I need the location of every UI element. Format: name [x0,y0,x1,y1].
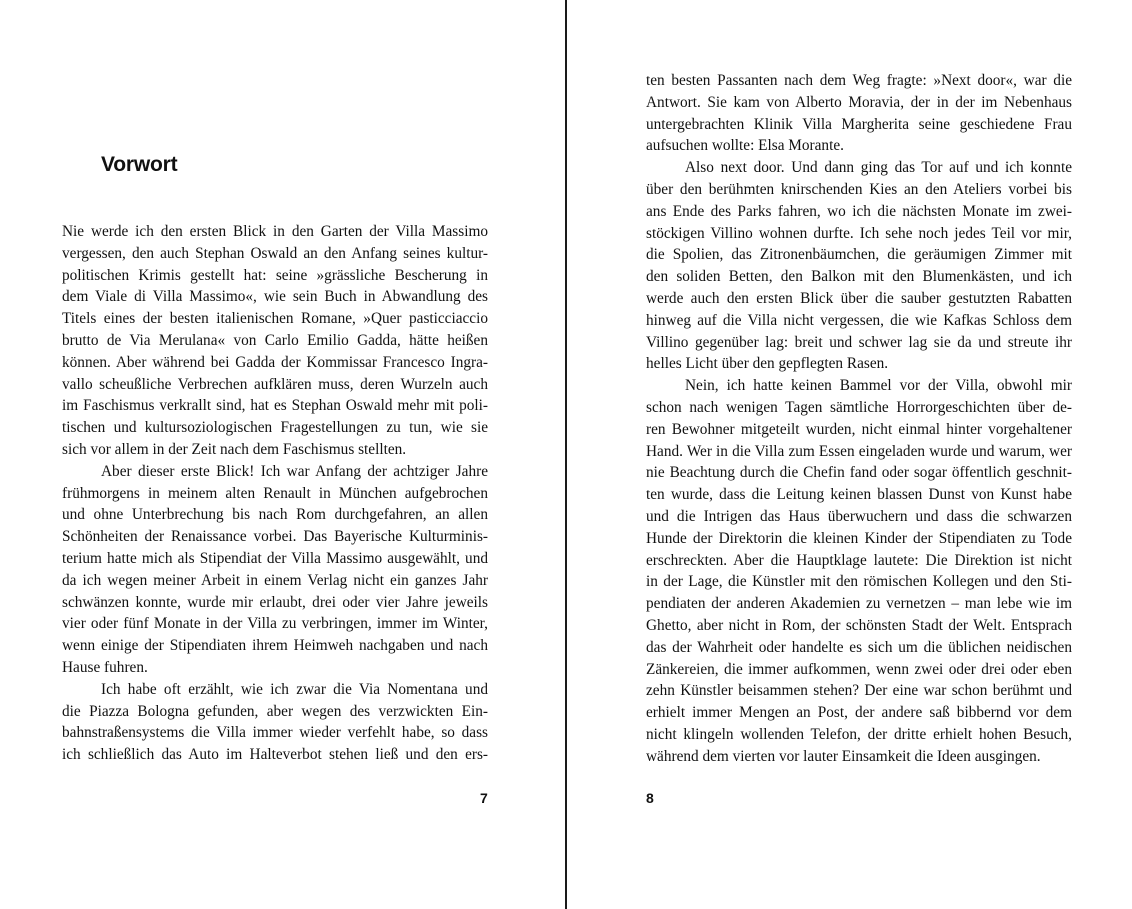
page-number-right: 8 [646,790,654,806]
text-line: nicht klingeln wollenden Telefon, der dritte erhielt hohen Besuch, [646,725,1072,743]
text-line: ten besten Passanten nach dem Weg fragte: »Next door«, war die [646,72,1072,89]
right-page [567,0,1132,909]
left-page-body-text [62,221,488,766]
text-line: helles Licht über den gepflegten Rasen. [646,355,889,373]
text-line: während dem vierten vor lauter Einsamkeit die Ideen ausgingen. [646,747,1041,765]
text-line: stöckigen Villino wohnen durfte. Ich sehe noch jedes Teil vor mir, [646,224,1072,242]
text-line: das der Wahrheit oder handelte es sich um die üblichen neidischen [646,638,1072,656]
text-line: Nie werde ich den ersten Blick in den Garten der Villa Massimo [62,223,488,240]
text-line: terium hatte mich als Stipendiat der Villa Massimo ausgewählt, und [62,549,488,567]
text-line: Nein, ich hatte keinen Bammel vor der Villa, obwohl mir [685,377,1072,395]
text-line: Hand. Wer in die Villa zum Essen eingeladen wurde und warum, wer [646,442,1072,460]
text-line: Titels eines der besten italienischen Romane, »Quer pasticciaccio [62,310,488,328]
text-line: Ghetto, aber nicht in Rom, der schönsten Stadt der Welt. Entsprach [646,616,1072,634]
text-line: und die Intrigen das Haus überwuchern und dass die schwarzen [646,507,1072,525]
text-line: ren Bewohner mitgeteilt wurden, nicht einmal hinter vorgehaltener [646,420,1072,438]
text-line: dem Viale di Villa Massimo«, wie sein Buch in Abwandlung des [62,288,488,306]
text-line: Antwort. Sie kam von Alberto Moravia, der in der im Nebenhaus [646,93,1072,111]
text-line: politischen Krimis gestellt hat: seine »grässliche Bescherung in [62,266,488,284]
text-line: sich vor allem in der Zeit nach dem Faschismus stellten. [62,440,407,458]
text-line: nie Beachtung durch die Chefin fand oder sogar öffentlich geschnit- [646,464,1072,482]
text-line: vergessen, den auch Stephan Oswald an den Anfang seines kultur- [62,244,488,262]
text-line: tischen und kultursoziologischen Fragestellungen zu tun, wie sie [62,419,488,437]
text-line: Hause fuhren. [62,658,148,676]
text-line: in der Lage, die Künstler mit den römischen Kollegen und den Sti- [646,573,1072,591]
text-line: da ich wegen meiner Arbeit in einem Verlag nicht ein ganzes Jahr [62,571,488,589]
text-line: Villino gegenüber lag: breit und schwer lag sie da und streute ihr [646,333,1072,351]
text-line: bahnstraßensystems die Villa immer wieder verfehlt habe, so dass [62,724,488,742]
text-line: untergebrachten Klinik Villa Margherita seine geschiedene Frau [646,115,1072,133]
text-line: die Piazza Bologna gefunden, aber wegen des verzwickten Ein- [62,702,488,720]
text-line: werde auch den ersten Blick über die sauber gestutzten Rabatten [646,289,1072,307]
text-line: über den berühmten knirschenden Kies an den Ateliers vorbei bis [646,180,1072,198]
text-line: Zänkereien, die immer aufkommen, wenn zwei oder drei oder eben [646,660,1072,678]
text-line: den soliden Betten, den Balkon mit den Blumenkästen, und ich [646,268,1072,286]
text-line: frühmorgens in meinem alten Renault in München aufgebrochen [62,484,488,502]
text-line: Schönheiten der Renaissance vorbei. Das Bayerische Kulturminis- [62,528,488,546]
left-page [0,0,565,909]
text-line: Aber dieser erste Blick! Ich war Anfang der achtziger Jahre [101,462,488,480]
text-line: im Faschismus verkrallt sind, hat es Stephan Oswald mehr mit poli- [62,397,488,415]
text-line: Also next door. Und dann ging das Tor auf und ich konnte [685,159,1072,177]
text-line: schwänzen konnte, wurde mir erlaubt, drei oder vier Jahre jeweils [62,593,488,611]
text-line: zehn Künstler beisammen stehen? Der eine war schon berühmt und [646,682,1072,700]
text-line: pendiaten der anderen Akademien zu vernetzen – man lebe wie im [646,595,1072,613]
text-line: ten wurde, dass die Leitung keinen blassen Dunst von Kunst habe [646,486,1072,504]
text-line: Hunde der Direktorin die kleinen Kinder der Stipendiaten zu Tode [646,529,1072,547]
text-line: schon nach wenigen Tagen sämtliche Horrorgeschichten über de- [646,398,1072,416]
text-line: hinweg auf die Villa nicht vergessen, die wie Kafkas Schloss dem [646,311,1072,329]
text-line: erschreckten. Aber die Hauptklage lautete: Die Direktion ist nicht [646,551,1072,569]
text-line: die Spolien, das Zitronenbäumchen, die geräumigen Zimmer mit [646,246,1072,264]
right-page-body-text [646,70,1072,768]
page-number-left: 7 [480,790,488,806]
text-line: aufsuchen wollte: Elsa Morante. [646,137,844,155]
text-line: vallo scheußliche Verbrechen aufklären muss, deren Wurzeln auch [62,375,488,393]
text-line: Ich habe oft erzählt, wie ich zwar die Via Nomentana und [101,680,488,698]
text-line: erhielt immer Mengen an Post, der andere saß bibbernd vor dem [646,704,1072,722]
text-line: wenn einige der Stipendiaten ihrem Heimweh nachgaben und nach [62,637,488,655]
text-line: brutto de Via Merulana« von Carlo Emilio Gadda, hätte heißen [62,331,488,349]
text-line: ich schließlich das Auto im Halteverbot stehen ließ und den ers- [62,746,488,764]
text-line: können. Aber während bei Gadda der Kommissar Francesco Ingra- [62,353,488,371]
text-line: vier oder fünf Monate in der Villa zu verbringen, immer im Winter, [62,615,488,633]
chapter-heading: Vorwort [101,153,178,176]
text-line: und ohne Unterbrechung bis nach Rom durchgefahren, an allen [62,506,488,524]
text-line: ans Ende des Parks fahren, wo ich die nächsten Monate im zwei- [646,202,1072,220]
